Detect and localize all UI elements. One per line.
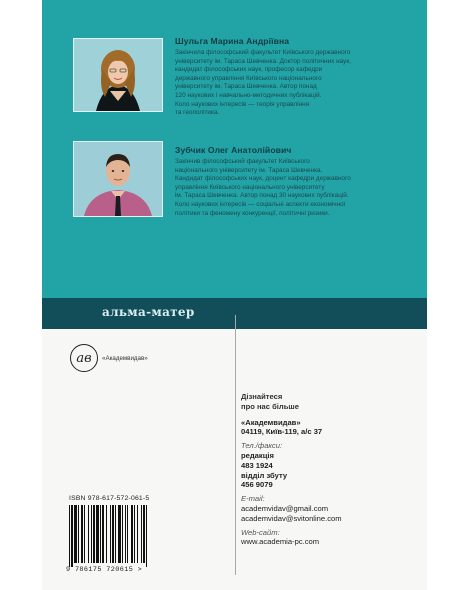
bio-line: державного управління Київського національного	[175, 74, 322, 82]
phone-sales: 456 9079	[241, 480, 273, 490]
bio-line: 120 наукових і навчально-методичних публікацій.	[175, 91, 322, 99]
bio-line: Закінчила філософський факультет Київського державного	[175, 49, 351, 56]
author-bio	[175, 158, 420, 218]
publisher-logo-icon	[70, 344, 98, 372]
email-label: E-mail:	[241, 494, 265, 504]
bio-line: кандидат філософських наук, професор кафедри	[175, 66, 323, 74]
bio-line: управління Київського національного університету	[175, 183, 325, 191]
bio-line: національного університету ім. Тараса Шевченка.	[175, 166, 323, 174]
book-back-cover	[42, 0, 427, 590]
author-name: Шульга Марина Андріївна	[175, 36, 290, 46]
vertical-divider	[235, 315, 236, 575]
phone-editorial: 483 1924	[241, 460, 273, 470]
authors-panel	[42, 0, 427, 298]
bio-line: університету ім. Тараса Шевченка. Доктор політичних наук,	[175, 57, 351, 65]
contacts-block	[241, 392, 421, 547]
email-link-1[interactable]: academvidav@gmail.com	[241, 503, 329, 513]
bio-line: політики та феномену конкуренції, політичні ризики.	[175, 209, 330, 217]
bio-line: Закінчив філософський факультет Київського	[175, 158, 310, 165]
author-block-zubchyk	[175, 145, 420, 218]
author-photo-zubchyk	[73, 141, 163, 217]
author-photo-shulga	[73, 38, 163, 112]
isbn-label: ISBN 978-617-572-061-5	[69, 495, 150, 502]
publisher-name: «Академвидав»	[102, 355, 148, 362]
dept-sales: відділ збуту	[241, 470, 288, 480]
postal-address: 04119, Київ-119, а/с 37	[241, 427, 323, 437]
bio-line: Коло наукових інтересів — соціальні аспекти економічної	[175, 200, 346, 208]
man-portrait-icon	[74, 142, 162, 216]
series-title: альма-матер	[102, 305, 195, 319]
dept-editorial: редакція	[241, 450, 274, 460]
woman-portrait-icon	[74, 39, 162, 111]
author-bio	[175, 49, 420, 118]
author-block-shulga	[175, 36, 420, 118]
bio-line: ім. Тараса Шевченка. Автор понад 30 наукових публікацій.	[175, 192, 349, 200]
heading-line: Дізнайтеся	[241, 392, 283, 401]
website-link[interactable]: www.academia-pc.com	[241, 537, 320, 547]
email-link-2[interactable]: academvidav@svitonline.com	[241, 513, 342, 523]
company-name: «Академвидав»	[241, 417, 301, 427]
bio-line: та геополітика.	[175, 109, 220, 117]
website-label: Web-сайт:	[241, 527, 280, 537]
barcode-digits: 9 786175 720615 >	[66, 566, 143, 574]
bio-line: університету ім. Тараса Шевченка. Автор понад	[175, 83, 317, 91]
bio-line: Кандидат філософських наук, доцент кафедри державного	[175, 175, 351, 183]
phone-label: Тел./факси:	[241, 441, 283, 451]
heading-line: про нас більше	[241, 401, 299, 411]
author-name: Зубчик Олег Анатолійович	[175, 145, 292, 155]
barcode-icon	[66, 505, 174, 567]
logo-monogram: ав	[76, 350, 92, 366]
contacts-heading	[241, 392, 421, 412]
bio-line: Коло наукових інтересів — теорія управління	[175, 100, 310, 108]
